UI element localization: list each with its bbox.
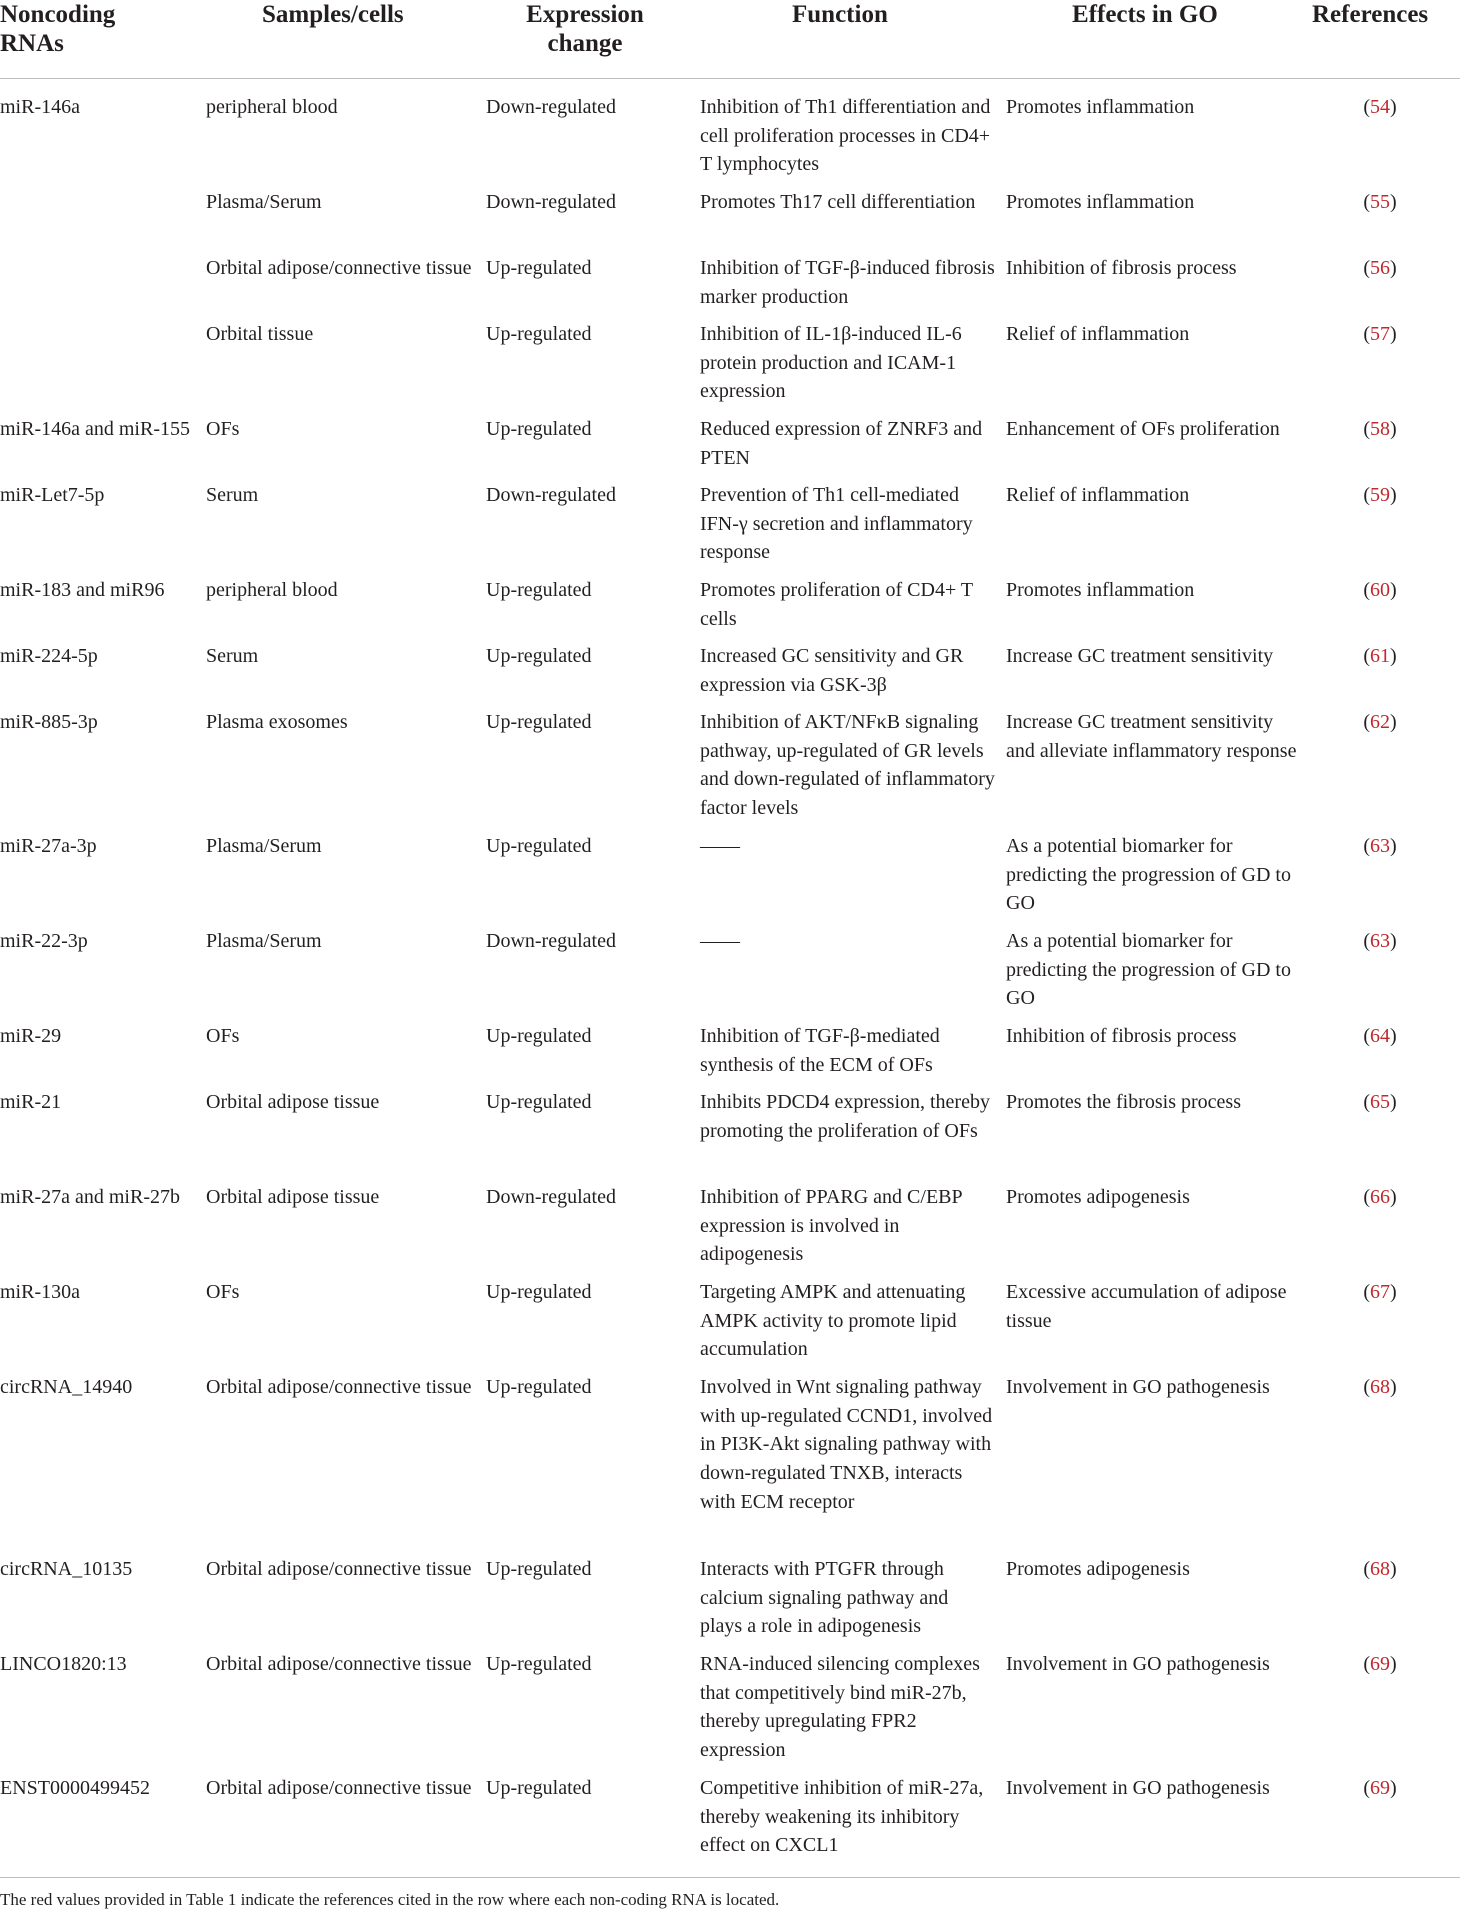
- expression-cell: Down-regulated: [486, 191, 616, 213]
- header-samples-cells: Samples/cells: [262, 1, 404, 28]
- sample-cell: Orbital adipose/connective tissue: [206, 1653, 472, 1675]
- reference-link[interactable]: 68: [1370, 1558, 1390, 1580]
- reference-cell: (66): [1363, 1186, 1397, 1208]
- effect-cell: Relief of inflammation: [1006, 484, 1190, 506]
- effect-cell: Promotes inflammation: [1006, 579, 1195, 601]
- function-cell: Involved in Wnt signaling pathway with up-regulated CCND1, involved in PI3K-Akt signaling pathway with down-regulated TNXB, interacts with ECM receptor: [700, 1376, 993, 1513]
- function-cell: Targeting AMPK and attenuating AMPK activity to promote lipid accumulation: [700, 1281, 966, 1361]
- effect-cell: Involvement in GO pathogenesis: [1006, 1653, 1270, 1675]
- expression-cell: Up-regulated: [486, 645, 592, 667]
- header-effects-in-go: Effects in GO: [1072, 1, 1218, 28]
- function-cell: Inhibition of TGF-β-induced fibrosis marker production: [700, 257, 995, 308]
- reference-link[interactable]: 69: [1370, 1653, 1390, 1675]
- reference-cell: (65): [1363, 1091, 1397, 1113]
- sample-cell: OFs: [206, 1281, 240, 1303]
- noncoding-rna-cell: LINCO1820:13: [0, 1653, 127, 1675]
- reference-cell: (58): [1363, 418, 1397, 440]
- sample-cell: Orbital adipose tissue: [206, 1186, 380, 1208]
- expression-cell: Up-regulated: [486, 1025, 592, 1047]
- sample-cell: Plasma/Serum: [206, 835, 322, 857]
- effect-cell: Involvement in GO pathogenesis: [1006, 1376, 1270, 1398]
- sample-cell: Orbital adipose/connective tissue: [206, 257, 472, 279]
- sample-cell: peripheral blood: [206, 579, 338, 601]
- effect-cell: Promotes inflammation: [1006, 191, 1195, 213]
- reference-cell: (64): [1363, 1025, 1397, 1047]
- reference-cell: (55): [1363, 191, 1397, 213]
- function-cell: RNA-induced silencing complexes that competitively bind miR-27b, thereby upregulating FPR2 expression: [700, 1653, 980, 1762]
- header-references: References: [1312, 1, 1429, 28]
- table-footnote: The red values provided in Table 1 indicate the references cited in the row where each non-coding RNA is located.: [0, 1890, 780, 1909]
- expression-cell: Up-regulated: [486, 579, 592, 601]
- sample-cell: Orbital adipose tissue: [206, 1091, 380, 1113]
- function-cell: Inhibition of AKT/NFκB signaling pathway, up-regulated of GR levels and down-regulated of inflammatory factor levels: [700, 711, 995, 820]
- expression-cell: Down-regulated: [486, 1186, 616, 1208]
- function-cell: Reduced expression of ZNRF3 and PTEN: [700, 418, 983, 469]
- noncoding-rna-cell: miR-146a: [0, 96, 80, 118]
- function-cell: Promotes proliferation of CD4+ T cells: [700, 579, 973, 630]
- table-header: [0, 0, 1460, 79]
- effect-cell: Enhancement of OFs proliferation: [1006, 418, 1280, 440]
- reference-link[interactable]: 65: [1370, 1091, 1390, 1113]
- effect-cell: Involvement in GO pathogenesis: [1006, 1777, 1270, 1799]
- noncoding-rna-cell: miR-146a and miR-155: [0, 418, 190, 440]
- reference-link[interactable]: 55: [1370, 191, 1390, 213]
- effect-cell: Inhibition of fibrosis process: [1006, 1025, 1237, 1047]
- expression-cell: Up-regulated: [486, 1376, 592, 1398]
- expression-cell: Up-regulated: [486, 1558, 592, 1580]
- function-cell: Inhibits PDCD4 expression, thereby promoting the proliferation of OFs: [700, 1091, 990, 1142]
- reference-cell: (63): [1363, 835, 1397, 857]
- effect-cell: Promotes inflammation: [1006, 96, 1195, 118]
- noncoding-rna-cell: ENST0000499452: [0, 1777, 150, 1799]
- reference-cell: (68): [1363, 1376, 1397, 1398]
- expression-cell: Up-regulated: [486, 1091, 592, 1113]
- effect-cell: Promotes adipogenesis: [1006, 1186, 1190, 1208]
- function-cell: Inhibition of IL-1β-induced IL-6 protein production and ICAM-1 expression: [700, 323, 962, 403]
- effect-cell: As a potential biomarker for predicting the progression of GD to GO: [1006, 835, 1291, 915]
- expression-cell: Up-regulated: [486, 1281, 592, 1303]
- expression-cell: Up-regulated: [486, 1777, 592, 1799]
- reference-link[interactable]: 69: [1370, 1777, 1390, 1799]
- sample-cell: Plasma/Serum: [206, 930, 322, 952]
- reference-cell: (54): [1363, 96, 1397, 118]
- noncoding-rna-cell: circRNA_10135: [0, 1558, 133, 1580]
- sample-cell: peripheral blood: [206, 96, 338, 118]
- reference-link[interactable]: 56: [1370, 257, 1390, 279]
- noncoding-rna-cell: miR-29: [0, 1025, 62, 1047]
- header-expression-change: Expression change: [526, 1, 644, 57]
- sample-cell: Orbital adipose/connective tissue: [206, 1558, 472, 1580]
- function-cell: ——: [700, 930, 740, 952]
- reference-link[interactable]: 60: [1370, 579, 1390, 601]
- expression-cell: Down-regulated: [486, 484, 616, 506]
- reference-link[interactable]: 54: [1370, 96, 1390, 118]
- sample-cell: Orbital tissue: [206, 323, 314, 345]
- sample-cell: OFs: [206, 1025, 240, 1047]
- noncoding-rna-cell: miR-22-3p: [0, 930, 88, 952]
- reference-cell: (69): [1363, 1777, 1397, 1799]
- header-noncoding-rnas: Noncoding RNAs: [0, 1, 116, 57]
- sample-cell: Plasma exosomes: [206, 711, 348, 733]
- expression-cell: Up-regulated: [486, 257, 592, 279]
- effect-cell: Relief of inflammation: [1006, 323, 1190, 345]
- sample-cell: Serum: [206, 484, 259, 506]
- reference-cell: (59): [1363, 484, 1397, 506]
- sample-cell: Orbital adipose/connective tissue: [206, 1376, 472, 1398]
- reference-link[interactable]: 61: [1370, 645, 1390, 667]
- header-function: Function: [792, 1, 888, 28]
- noncoding-rna-cell: miR-27a and miR-27b: [0, 1186, 180, 1208]
- reference-cell: (56): [1363, 257, 1397, 279]
- function-cell: Inhibition of TGF-β-mediated synthesis of the ECM of OFs: [700, 1025, 940, 1076]
- effect-cell: Promotes the fibrosis process: [1006, 1091, 1241, 1113]
- effect-cell: Increase GC treatment sensitivity: [1006, 645, 1274, 667]
- function-cell: Interacts with PTGFR through calcium signaling pathway and plays a role in adipogenesis: [700, 1558, 949, 1638]
- effect-cell: Promotes adipogenesis: [1006, 1558, 1190, 1580]
- reference-link[interactable]: 63: [1370, 835, 1390, 857]
- function-cell: ——: [700, 835, 740, 857]
- reference-cell: (69): [1363, 1653, 1397, 1675]
- sample-cell: Plasma/Serum: [206, 191, 322, 213]
- reference-link[interactable]: 68: [1370, 1376, 1390, 1398]
- effect-cell: As a potential biomarker for predicting the progression of GD to GO: [1006, 930, 1291, 1010]
- effect-cell: Excessive accumulation of adipose tissue: [1006, 1281, 1287, 1332]
- reference-cell: (57): [1363, 323, 1397, 345]
- function-cell: Inhibition of Th1 differentiation and cell proliferation processes in CD4+ T lymphocytes: [700, 96, 991, 176]
- noncoding-rna-cell: miR-130a: [0, 1281, 80, 1303]
- reference-cell: (68): [1363, 1558, 1397, 1580]
- expression-cell: Up-regulated: [486, 418, 592, 440]
- reference-cell: (63): [1363, 930, 1397, 952]
- expression-cell: Up-regulated: [486, 711, 592, 733]
- noncoding-rna-cell: miR-21: [0, 1091, 62, 1113]
- noncoding-rna-cell: miR-224-5p: [0, 645, 98, 667]
- sample-cell: Serum: [206, 645, 259, 667]
- effect-cell: Inhibition of fibrosis process: [1006, 257, 1237, 279]
- expression-cell: Up-regulated: [486, 1653, 592, 1675]
- expression-cell: Down-regulated: [486, 96, 616, 118]
- sample-cell: OFs: [206, 418, 240, 440]
- expression-cell: Down-regulated: [486, 930, 616, 952]
- reference-link[interactable]: 66: [1370, 1186, 1390, 1208]
- noncoding-rna-cell: miR-183 and miR96: [0, 579, 165, 601]
- reference-link[interactable]: 67: [1370, 1281, 1390, 1303]
- reference-link[interactable]: 63: [1370, 930, 1390, 952]
- function-cell: Prevention of Th1 cell-mediated IFN-γ secretion and inflammatory response: [700, 484, 973, 564]
- noncoding-rna-cell: circRNA_14940: [0, 1376, 133, 1398]
- reference-cell: (61): [1363, 645, 1397, 667]
- reference-link[interactable]: 64: [1370, 1025, 1390, 1047]
- expression-cell: Up-regulated: [486, 323, 592, 345]
- table-bottom-rule: [0, 1877, 1460, 1878]
- reference-cell: (60): [1363, 579, 1397, 601]
- reference-link[interactable]: 59: [1370, 484, 1390, 506]
- function-cell: Competitive inhibition of miR-27a, thereby weakening its inhibitory effect on CXCL1: [700, 1777, 984, 1857]
- noncoding-rna-cell: miR-885-3p: [0, 711, 98, 733]
- noncoding-rna-cell: miR-Let7-5p: [0, 484, 105, 506]
- reference-link[interactable]: 57: [1370, 323, 1390, 345]
- reference-link[interactable]: 58: [1370, 418, 1390, 440]
- effect-cell: Increase GC treatment sensitivity and alleviate inflammatory response: [1006, 711, 1297, 762]
- function-cell: Increased GC sensitivity and GR expression via GSK-3β: [700, 645, 964, 696]
- reference-cell: (62): [1363, 711, 1397, 733]
- sample-cell: Orbital adipose/connective tissue: [206, 1777, 472, 1799]
- reference-cell: (67): [1363, 1281, 1397, 1303]
- function-cell: Inhibition of PPARG and C/EBP expression is involved in adipogenesis: [700, 1186, 962, 1266]
- reference-link[interactable]: 62: [1370, 711, 1390, 733]
- noncoding-rna-cell: miR-27a-3p: [0, 835, 97, 857]
- expression-cell: Up-regulated: [486, 835, 592, 857]
- function-cell: Promotes Th17 cell differentiation: [700, 191, 976, 213]
